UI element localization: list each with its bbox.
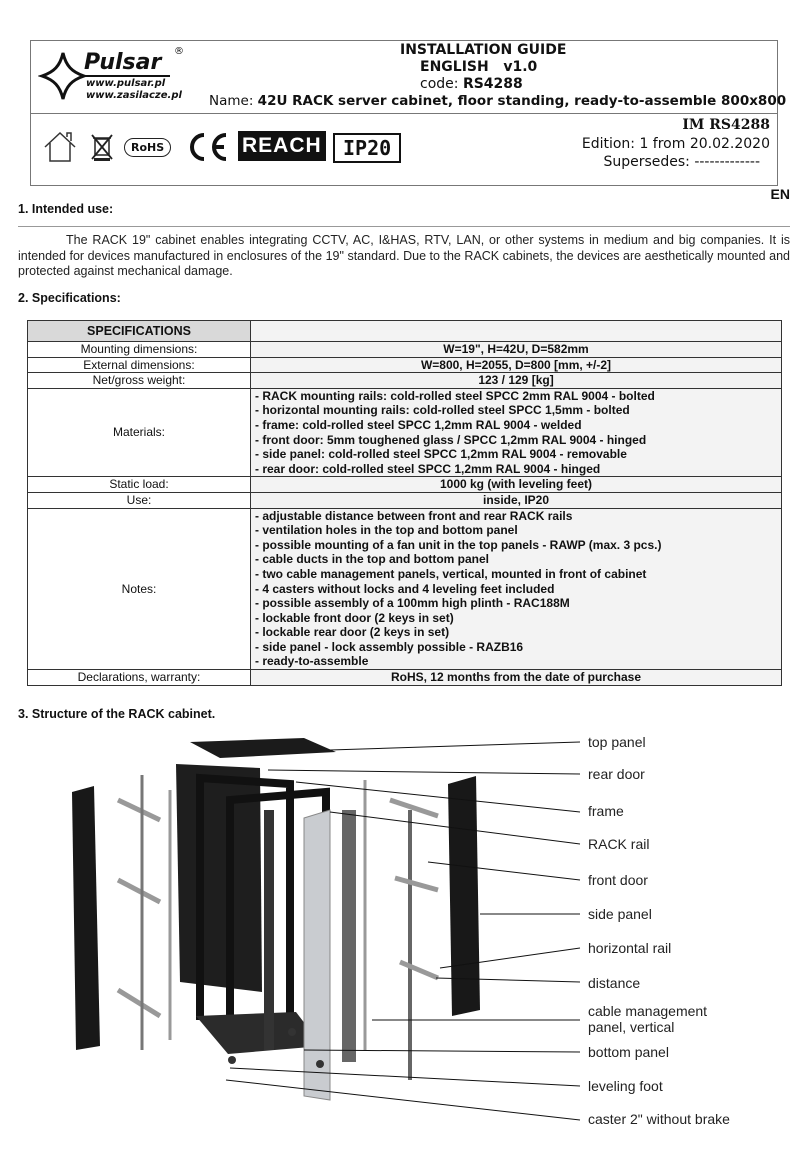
supersedes: Supersedes: ------------- xyxy=(603,154,760,170)
table-row xyxy=(28,508,782,670)
label-top-panel: top panel xyxy=(588,734,646,750)
leader-lines xyxy=(0,730,808,1130)
table-row xyxy=(28,492,782,508)
section-1-title: 1. Intended use: xyxy=(18,202,114,216)
list-item: - possible assembly of a 100mm high plinth - RAC188M xyxy=(255,596,570,611)
section-1-rule xyxy=(18,226,790,227)
table-row xyxy=(28,357,782,373)
row-label: External dimensions: xyxy=(28,357,251,373)
row-value: W=800, H=2055, D=800 [mm, +/-2] xyxy=(251,357,782,373)
table-row xyxy=(28,388,782,477)
table-row xyxy=(28,342,782,358)
row-value-list xyxy=(251,508,782,670)
label-front-door: front door xyxy=(588,872,648,888)
pulsar-logo-icon xyxy=(38,50,88,102)
list-item: - adjustable distance between front and rear RACK rails xyxy=(255,508,573,523)
list-item: - frame: cold-rolled steel SPCC 1,2mm RAL 9004 - welded xyxy=(255,417,582,432)
list-item: - ready-to-assemble xyxy=(255,654,369,669)
label-caster: caster 2" without brake xyxy=(588,1111,730,1127)
list-item: - lockable rear door (2 keys in set) xyxy=(255,625,450,640)
website-url-2: www.zasilacze.pl xyxy=(86,90,182,101)
edition: Edition: 1 from 20.02.2020 xyxy=(581,136,770,152)
header-divider xyxy=(31,113,777,114)
doc-title: INSTALLATION GUIDE xyxy=(400,42,567,58)
label-rear-door: rear door xyxy=(588,766,645,782)
row-label: Materials: xyxy=(28,388,251,477)
row-label: Use: xyxy=(28,492,251,508)
registered-mark: ® xyxy=(174,46,184,57)
table-row xyxy=(28,670,782,686)
label-leveling-foot: leveling foot xyxy=(588,1078,663,1094)
table-header-row xyxy=(28,321,782,342)
row-value: W=19", H=42U, D=582mm xyxy=(251,342,782,358)
row-label: Mounting dimensions: xyxy=(28,342,251,358)
label-side-panel: side panel xyxy=(588,906,652,922)
label-horizontal-rail: horizontal rail xyxy=(588,940,672,956)
website-url-1: www.pulsar.pl xyxy=(86,78,166,89)
ip20-badge: IP20 xyxy=(333,133,401,163)
row-value: 1000 kg (with leveling feet) xyxy=(251,477,782,493)
list-item: - side panel: cold-rolled steel SPCC 1,2mm RAL 9004 - removable xyxy=(255,447,627,462)
list-item: - 4 casters without locks and 4 leveling feet included xyxy=(255,581,555,596)
table-header-blank xyxy=(251,321,782,342)
row-label: Declarations, warranty: xyxy=(28,670,251,686)
list-item: - cable ducts in the top and bottom panel xyxy=(255,552,490,567)
name-label: Name: xyxy=(209,93,258,109)
row-value-list xyxy=(251,388,782,477)
row-label: Notes: xyxy=(28,508,251,670)
specifications-table xyxy=(27,320,782,686)
rohs-badge: RoHS xyxy=(124,138,171,157)
list-item: - horizontal mounting rails: cold-rolled steel SPCC 1,5mm - bolted xyxy=(255,403,630,418)
section-2-title: 2. Specifications: xyxy=(18,291,121,305)
list-item: - ventilation holes in the top and bottom panel xyxy=(255,523,518,538)
label-rack-rail: RACK rail xyxy=(588,836,650,852)
label-frame: frame xyxy=(588,803,624,819)
label-bottom-panel: bottom panel xyxy=(588,1044,669,1060)
list-item: - RACK mounting rails: cold-rolled steel SPCC 2mm RAL 9004 - bolted xyxy=(255,388,655,403)
logo-underline xyxy=(84,75,170,77)
list-item: - lockable front door (2 keys in set) xyxy=(255,610,454,625)
label-panel-vertical: panel, vertical xyxy=(588,1019,675,1035)
code-value: RS4288 xyxy=(462,76,523,92)
label-distance: distance xyxy=(588,975,641,991)
row-value: inside, IP20 xyxy=(251,492,782,508)
name-value: 42U RACK server cabinet, floor standing, ready-to-assemble 800x800 xyxy=(257,93,787,109)
table-row xyxy=(28,373,782,389)
list-item: - possible mounting of a fan unit in the top panels - RAWP (max. 3 pcs.) xyxy=(255,537,662,552)
section-3-title: 3. Structure of the RACK cabinet. xyxy=(18,707,216,721)
table-row xyxy=(28,477,782,493)
list-item: - rear door: cold-rolled steel SPCC 1,2mm RAL 9004 - hinged xyxy=(255,461,601,476)
doc-code xyxy=(420,76,523,92)
ce-mark-icon xyxy=(186,131,230,163)
row-value: RoHS, 12 months from the date of purchase xyxy=(251,670,782,686)
doc-language: ENGLISH v1.0 xyxy=(420,59,538,75)
doc-name xyxy=(209,93,786,109)
table-header: SPECIFICATIONS xyxy=(28,321,251,342)
list-item: - front door: 5mm toughened glass / SPCC 1,2mm RAL 9004 - hinged xyxy=(255,432,647,447)
brand-name: Pulsar xyxy=(84,50,162,75)
list-item: - side panel - lock assembly possible - RAZB16 xyxy=(255,639,524,654)
reach-badge: REACH xyxy=(238,131,326,161)
language-tag: EN xyxy=(770,186,790,202)
section-1-text: The RACK 19" cabinet enables integrating CCTV, AC, I&HAS, RTV, LAN, or other systems in medium and big companies. It is intended for devices manufactured in enclosures of the 19" standard. Due to the RACK cabinets, the devices are aesthetically mounted and protected against mechanical damage. xyxy=(18,233,790,278)
im-code: IM RS4288 xyxy=(682,117,770,133)
home-icon xyxy=(42,130,78,164)
list-item: - two cable management panels, vertical, mounted in front of cabinet xyxy=(255,566,647,581)
row-label: Net/gross weight: xyxy=(28,373,251,389)
crossed-bin-icon xyxy=(90,132,114,162)
label-cable-management: cable management xyxy=(588,1003,708,1019)
code-label: code: xyxy=(420,76,463,92)
row-value: 123 / 129 [kg] xyxy=(251,373,782,389)
row-label: Static load: xyxy=(28,477,251,493)
